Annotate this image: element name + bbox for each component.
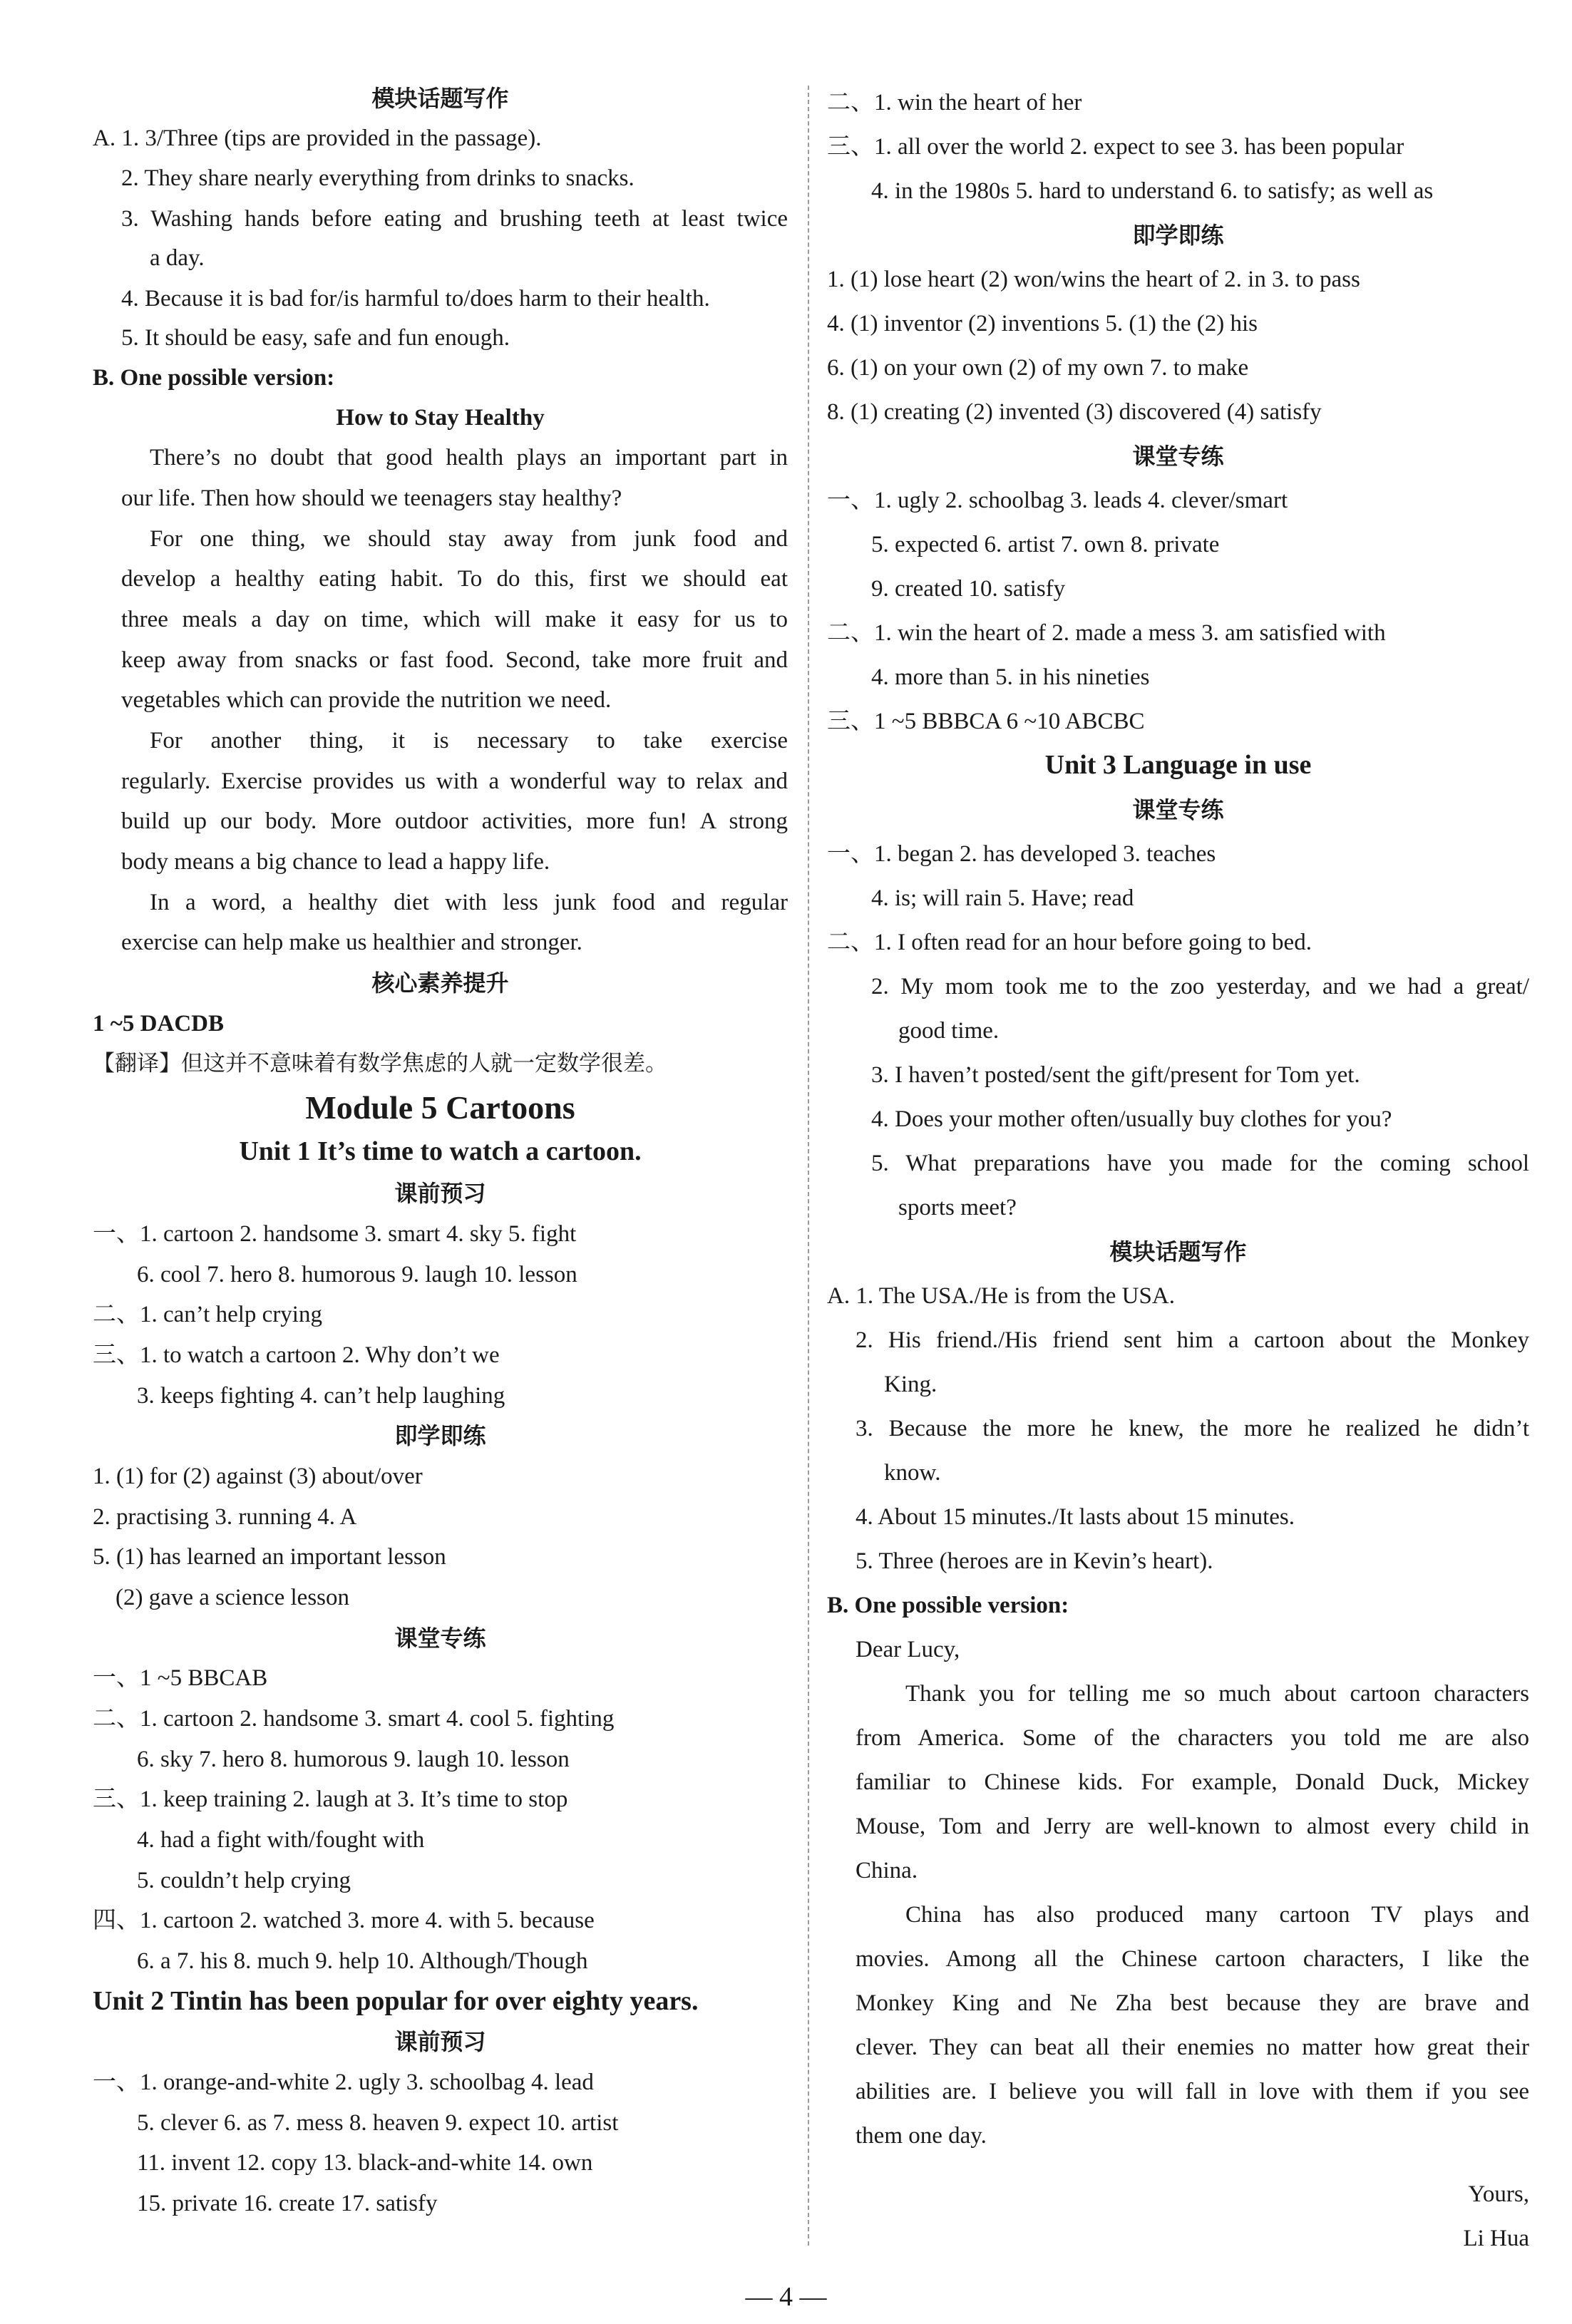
answer-line: 4. About 15 minutes./It lasts about 15 minutes. (856, 1504, 1295, 1530)
letter-line: familiar to Chinese kids. For example, Donald Duck, Mickey (856, 1769, 1529, 1795)
answer-line: 三、1. all over the world 2. expect to see 3. has been popular (827, 134, 1404, 160)
answer-line: 3. keeps fighting 4. can’t help laughing (137, 1383, 505, 1409)
answer-line: a day. (150, 245, 205, 271)
answer-line: 6. (1) on your own (2) of my own 7. to make (827, 355, 1249, 381)
essay-line: vegetables which can provide the nutrition we need. (121, 687, 612, 713)
essay-line: body means a big chance to lead a happy life. (121, 849, 550, 875)
answer-line: 1. (1) for (2) against (3) about/over (93, 1464, 423, 1489)
answer-line: 2. practising 3. running 4. A (93, 1504, 357, 1530)
section-heading: 即学即练 (1132, 222, 1224, 249)
answer-line: 2. They share nearly everything from drinks to snacks. (121, 165, 635, 191)
answer-line: 2. My mom took me to the zoo yesterday, and we had a great/ (871, 974, 1529, 999)
answer-line: 一、1. ugly 2. schoolbag 3. leads 4. clever/smart (827, 488, 1288, 513)
answer-line: 二、1. I often read for an hour before going to bed. (827, 930, 1312, 955)
answer-line: 二、1. cartoon 2. handsome 3. smart 4. cool 5. fighting (93, 1706, 615, 1732)
answer-line: 6. sky 7. hero 8. humorous 9. laugh 10. lesson (137, 1747, 570, 1772)
answer-line: 二、1. can’t help crying (93, 1302, 322, 1327)
essay-line: There’s no doubt that good health plays an important part in (150, 445, 788, 471)
answer-line: King. (884, 1372, 937, 1397)
answer-line: 1. (1) lose heart (2) won/wins the heart of 2. in 3. to pass (827, 267, 1360, 292)
answer-line: 6. a 7. his 8. much 9. help 10. Although/Though (137, 1948, 588, 1974)
answer-line: 3. I haven’t posted/sent the gift/present for Tom yet. (871, 1062, 1360, 1088)
letter-line: abilities are. I believe you will fall in love with them if you see (856, 2079, 1529, 2104)
answer-line: 5. What preparations have you made for the coming school (871, 1151, 1529, 1176)
answer-line: 6. cool 7. hero 8. humorous 9. laugh 10. lesson (137, 1262, 577, 1287)
essay-title: How to Stay Healthy (336, 405, 545, 431)
essay-line: For one thing, we should stay away from junk food and (150, 526, 788, 552)
answer-line: A. 1. The USA./He is from the USA. (827, 1283, 1175, 1309)
answer-line: 二、1. win the heart of 2. made a mess 3. am satisfied with (827, 620, 1386, 646)
essay-line: develop a healthy eating habit. To do this, first we should eat (121, 566, 788, 592)
section-heading: 课堂专练 (1132, 443, 1224, 470)
letter-line: from America. Some of the characters you told me are also (856, 1725, 1529, 1751)
essay-line: keep away from snacks or fast food. Second, take more fruit and (121, 647, 788, 673)
section-heading: 模块话题写作 (371, 85, 509, 112)
essay-line: three meals a day on time, which will make it easy for us to (121, 607, 788, 632)
module-title: Module 5 Cartoons (305, 1089, 575, 1126)
answer-line: 4. Does your mother often/usually buy clothes for you? (871, 1106, 1392, 1132)
answer-line: A. 1. 3/Three (tips are provided in the passage). (93, 125, 542, 151)
answer-line: know. (884, 1460, 941, 1486)
answer-line: 5. (1) has learned an important lesson (93, 1544, 446, 1570)
answer-line: 三、1. to watch a cartoon 2. Why don’t we (93, 1342, 500, 1368)
section-heading: 课堂专练 (394, 1625, 486, 1652)
letter-line: Monkey King and Ne Zha best because they are brave and (856, 1990, 1529, 2016)
letter-closing: Yours, (1468, 2181, 1529, 2207)
answer-line: 5. clever 6. as 7. mess 8. heaven 9. expect 10. artist (137, 2110, 619, 2136)
version-label: B. One possible version: (93, 365, 335, 391)
translation-line: 【翻译】但这并不意味着有数学焦虑的人就一定数学很差。 (93, 1051, 667, 1076)
letter-line: Mouse, Tom and Jerry are well-known to almost every child in (856, 1814, 1529, 1839)
essay-line: build up our body. More outdoor activities, more fun! A strong (121, 808, 788, 834)
section-heading: 即学即练 (394, 1422, 486, 1449)
section-heading: 课堂专练 (1132, 796, 1224, 823)
answer-line: 3. Because the more he knew, the more he realized he didn’t (856, 1416, 1529, 1441)
unit-title: Unit 1 It’s time to watch a cartoon. (239, 1136, 642, 1166)
answer-line: 二、1. win the heart of her (827, 90, 1082, 115)
answer-line: 11. invent 12. copy 13. black-and-white 14. own (137, 2150, 593, 2176)
letter-line: clever. They can beat all their enemies no matter how great their (856, 2035, 1529, 2060)
answer-line: 三、1. keep training 2. laugh at 3. It’s time to stop (93, 1786, 568, 1812)
answer-line: (2) gave a science lesson (115, 1585, 350, 1610)
answer-line: good time. (898, 1018, 1000, 1044)
answer-line: sports meet? (898, 1195, 1017, 1220)
essay-line: regularly. Exercise provides us with a wonderful way to relax and (121, 768, 788, 794)
answer-line: 一、1. began 2. has developed 3. teaches (827, 841, 1216, 867)
answer-line: 2. His friend./His friend sent him a cartoon about the Monkey (856, 1327, 1529, 1353)
answer-line: 一、1. cartoon 2. handsome 3. smart 4. sky 5. fight (93, 1221, 577, 1247)
answer-line: 5. Three (heroes are in Kevin’s heart). (856, 1548, 1213, 1574)
answer-line: 3. Washing hands before eating and brushing teeth at least twice (121, 206, 788, 232)
answer-line: 4. more than 5. in his nineties (871, 664, 1150, 690)
unit-title: Unit 2 Tintin has been popular for over eighty years. (93, 1986, 699, 2016)
answer-line: 5. It should be easy, safe and fun enough. (121, 325, 510, 351)
answer-line: 15. private 16. create 17. satisfy (137, 2191, 438, 2216)
answer-line: 三、1 ~5 BBBCA 6 ~10 ABCBC (827, 709, 1145, 734)
answer-line: 四、1. cartoon 2. watched 3. more 4. with 5. because (93, 1908, 595, 1933)
answer-line: 9. created 10. satisfy (871, 576, 1066, 602)
answer-line: 一、1 ~5 BBCAB (93, 1665, 268, 1691)
section-heading: 模块话题写作 (1109, 1238, 1247, 1265)
answer-line: 5. expected 6. artist 7. own 8. private (871, 532, 1220, 557)
essay-line: In a word, a healthy diet with less junk food and regular (150, 890, 788, 915)
letter-line: China has also produced many cartoon TV plays and (905, 1902, 1529, 1928)
letter-line: Thank you for telling me so much about cartoon characters (905, 1681, 1529, 1707)
version-label: B. One possible version: (827, 1593, 1069, 1618)
answer-line: 1 ~5 DACDB (93, 1011, 224, 1037)
answer-line: 一、1. orange-and-white 2. ugly 3. schoolbag 4. lead (93, 2070, 594, 2095)
letter-line: them one day. (856, 2123, 987, 2149)
letter-line: China. (856, 1858, 918, 1883)
letter-signature: Li Hua (1463, 2226, 1529, 2251)
essay-line: our life. Then how should we teenagers stay healthy? (121, 485, 622, 511)
answer-line: 5. couldn’t help crying (137, 1868, 351, 1893)
answer-line: 8. (1) creating (2) invented (3) discovered (4) satisfy (827, 399, 1322, 425)
unit-title: Unit 3 Language in use (1044, 750, 1312, 780)
letter-line: movies. Among all the Chinese cartoon characters, I like the (856, 1946, 1529, 1972)
answer-line: 4. (1) inventor (2) inventions 5. (1) the (2) his (827, 311, 1258, 336)
section-heading: 课前预习 (394, 1180, 486, 1207)
answer-line: 4. is; will rain 5. Have; read (871, 885, 1134, 911)
answer-line: 4. had a fight with/fought with (137, 1827, 425, 1853)
answer-line: 4. in the 1980s 5. hard to understand 6. to satisfy; as well as (871, 178, 1434, 204)
page-number: — 4 — (745, 2282, 827, 2312)
essay-line: exercise can help make us healthier and stronger. (121, 930, 582, 955)
section-heading: 核心素养提升 (371, 970, 509, 997)
answer-line: 4. Because it is bad for/is harmful to/does harm to their health. (121, 286, 710, 312)
letter-greeting: Dear Lucy, (856, 1637, 960, 1662)
section-heading: 课前预习 (394, 2028, 486, 2055)
column-divider (808, 86, 809, 2246)
essay-line: For another thing, it is necessary to take exercise (150, 728, 788, 754)
